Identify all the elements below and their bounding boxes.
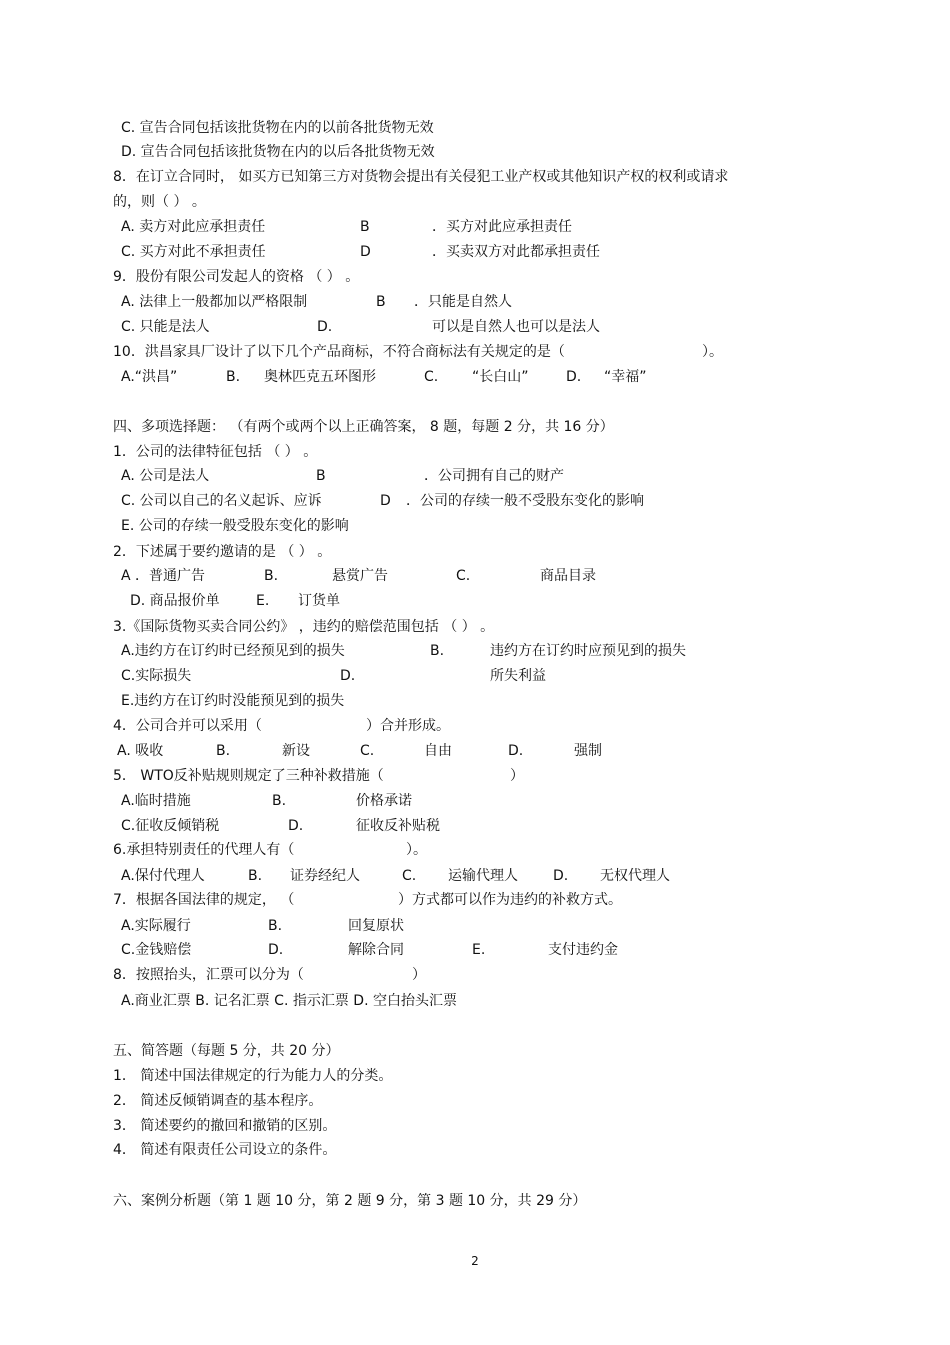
text-segment: ．买卖双方对此都承担责任 xyxy=(432,244,600,260)
text-segment: ）。 xyxy=(406,842,427,858)
text-line xyxy=(0,1042,950,1060)
text-segment: ）方式都可以作为违约的补救方式。 xyxy=(398,892,622,908)
text-segment: 运输代理人 xyxy=(448,868,518,884)
text-segment: 价格承诺 xyxy=(356,793,412,809)
text-segment: E.违约方在订约时没能预见到的损失 xyxy=(121,693,345,709)
text-line xyxy=(0,443,950,461)
text-segment: D. xyxy=(553,868,569,884)
text-segment: B. xyxy=(272,793,287,809)
text-segment: 解除合同 xyxy=(348,942,404,958)
text-segment: D xyxy=(360,244,371,260)
text-line xyxy=(0,318,950,336)
text-line xyxy=(0,343,950,361)
text-segment: D. xyxy=(288,818,304,834)
text-line xyxy=(0,268,950,286)
text-line xyxy=(0,168,950,186)
text-segment: C. xyxy=(402,868,417,884)
text-line xyxy=(0,492,950,510)
text-line xyxy=(0,1092,950,1110)
text-line xyxy=(0,817,950,835)
text-line xyxy=(0,742,950,760)
text-segment: B xyxy=(360,219,370,235)
text-segment: 可以是自然人也可以是法人 xyxy=(432,319,600,335)
text-segment: C.金钱赔偿 xyxy=(121,942,192,958)
text-line xyxy=(0,767,950,785)
text-line xyxy=(0,592,950,610)
text-segment: C. 宣告合同包括该批货物在内的以前各批货物无效 xyxy=(121,120,434,136)
text-line xyxy=(0,193,950,211)
text-segment: 5． WTO反补贴规则规定了三种补救措施（ xyxy=(113,768,384,784)
text-segment: 支付违约金 xyxy=(548,942,618,958)
text-segment: A.保付代理人 xyxy=(121,868,205,884)
text-segment: 10．洪昌家具厂设计了以下几个产品商标，不符合商标法有关规定的是（ xyxy=(113,344,565,360)
text-segment: 证券经纪人 xyxy=(290,868,360,884)
text-segment: ） xyxy=(510,768,524,784)
text-segment: 3． 简述要约的撤回和撤销的区别。 xyxy=(113,1118,337,1134)
text-segment: B. xyxy=(264,568,279,584)
text-segment: A.违约方在订约时已经预见到的损失 xyxy=(121,643,345,659)
text-line xyxy=(0,941,950,959)
text-segment: 商品目录 xyxy=(540,568,596,584)
text-segment: ）合并形成。 xyxy=(366,718,450,734)
text-segment: A. 吸收 xyxy=(117,743,164,759)
text-segment: 7．根据各国法律的规定， （ xyxy=(113,892,295,908)
text-segment: 8．按照抬头，汇票可以分为（ xyxy=(113,967,304,983)
text-line xyxy=(0,841,950,859)
text-line xyxy=(0,418,950,436)
text-segment: “幸福” xyxy=(604,369,647,385)
text-segment: ．公司的存续一般不受股东变化的影响 xyxy=(406,493,644,509)
text-segment: 自由 xyxy=(424,743,452,759)
text-segment: C. 买方对此不承担责任 xyxy=(121,244,266,260)
text-segment: 回复原状 xyxy=(348,918,404,934)
text-line xyxy=(0,143,950,161)
text-line xyxy=(0,243,950,261)
text-segment: 1． 简述中国法律规定的行为能力人的分类。 xyxy=(113,1068,393,1084)
text-segment: A.实际履行 xyxy=(121,918,191,934)
text-segment: 的，则（ ） 。 xyxy=(113,194,206,210)
text-segment: 六、案例分析题（第 1 题 10 分，第 2 题 9 分，第 3 题 10 分，共 29 分） xyxy=(113,1193,587,1209)
text-segment: B xyxy=(316,468,326,484)
text-line xyxy=(0,642,950,660)
text-segment: 4．公司合并可以采用（ xyxy=(113,718,262,734)
text-segment: D. xyxy=(317,319,333,335)
text-segment: D. xyxy=(508,743,524,759)
text-segment: B. xyxy=(430,643,445,659)
text-segment: 四、多项选择题： （有两个或两个以上正确答案， 8 题，每题 2 分，共 16 分） xyxy=(113,419,614,435)
text-line xyxy=(0,119,950,137)
text-segment: ．公司拥有自己的财产 xyxy=(424,468,564,484)
text-line xyxy=(0,891,950,909)
text-segment: 1．公司的法律特征包括 （ ） 。 xyxy=(113,444,318,460)
text-segment: B. xyxy=(216,743,231,759)
text-line xyxy=(0,618,950,636)
text-segment: 新设 xyxy=(282,743,310,759)
text-segment: 所失利益 xyxy=(490,668,546,684)
text-line xyxy=(0,717,950,735)
text-line xyxy=(0,293,950,311)
text-line xyxy=(0,517,950,535)
text-segment: 3.《国际货物买卖合同公约》 ，违约的赔偿范围包括 （ ） 。 xyxy=(113,619,495,635)
text-line xyxy=(0,1141,950,1159)
text-segment: A.临时措施 xyxy=(121,793,191,809)
text-segment: 征收反补贴税 xyxy=(356,818,440,834)
text-segment: 无权代理人 xyxy=(600,868,670,884)
text-segment: B. xyxy=(248,868,263,884)
text-line xyxy=(0,867,950,885)
text-line xyxy=(0,1192,950,1210)
text-segment: C.征收反倾销税 xyxy=(121,818,220,834)
text-segment: 4． 简述有限责任公司设立的条件。 xyxy=(113,1142,337,1158)
text-segment: B. xyxy=(268,918,283,934)
text-segment: C. xyxy=(424,369,439,385)
text-segment: A.“洪昌” xyxy=(121,369,178,385)
text-segment: A.商业汇票 B. 记名汇票 C. 指示汇票 D. 空白抬头汇票 xyxy=(121,993,457,1009)
text-segment: ．买方对此应承担责任 xyxy=(432,219,572,235)
text-line xyxy=(0,692,950,710)
text-segment: ）。 xyxy=(702,344,723,360)
text-segment: E. xyxy=(256,593,270,609)
text-line xyxy=(0,667,950,685)
text-line xyxy=(0,1067,950,1085)
text-line xyxy=(0,543,950,561)
text-line xyxy=(0,917,950,935)
text-segment: 悬赏广告 xyxy=(332,568,388,584)
text-segment: ．只能是自然人 xyxy=(414,294,512,310)
text-line xyxy=(0,218,950,236)
text-segment: C.实际损失 xyxy=(121,668,192,684)
text-segment: E. 公司的存续一般受股东变化的影响 xyxy=(121,518,349,534)
text-line xyxy=(0,966,950,984)
text-segment: “长白山” xyxy=(472,369,529,385)
text-segment: C. xyxy=(360,743,375,759)
text-segment: B xyxy=(376,294,386,310)
text-segment: 订货单 xyxy=(298,593,340,609)
text-segment: ） xyxy=(412,967,426,983)
text-segment: 2． 简述反倾销调查的基本程序。 xyxy=(113,1093,323,1109)
text-segment: C. 只能是法人 xyxy=(121,319,210,335)
text-segment: 奥林匹克五环图形 xyxy=(264,369,376,385)
text-line xyxy=(0,567,950,585)
text-segment: 2．下述属于要约邀请的是 （ ） 。 xyxy=(113,544,332,560)
text-segment: E. xyxy=(472,942,486,958)
text-segment: A. 卖方对此应承担责任 xyxy=(121,219,266,235)
text-segment: A. 公司是法人 xyxy=(121,468,210,484)
text-segment: D. xyxy=(566,369,582,385)
text-line xyxy=(0,467,950,485)
text-segment: B. xyxy=(226,369,241,385)
text-segment: D. 商品报价单 xyxy=(130,593,220,609)
text-segment: 6.承担特别责任的代理人有（ xyxy=(113,842,295,858)
text-segment: 8．在订立合同时， 如买方已知第三方对货物会提出有关侵犯工业产权或其他知识产权的权利或请求 xyxy=(113,169,729,185)
text-segment: C. xyxy=(456,568,471,584)
text-line xyxy=(0,992,950,1010)
text-segment: 违约方在订约时应预见到的损失 xyxy=(490,643,686,659)
text-segment: A. 法律上一般都加以严格限制 xyxy=(121,294,308,310)
text-line xyxy=(0,368,950,386)
page-number: 2 xyxy=(471,1254,479,1268)
text-line xyxy=(0,792,950,810)
text-segment: A ．普通广告 xyxy=(121,568,206,584)
text-segment: 强制 xyxy=(574,743,602,759)
text-segment: D. xyxy=(268,942,284,958)
text-segment: D xyxy=(380,493,391,509)
text-line xyxy=(0,1117,950,1135)
text-segment: D. 宣告合同包括该批货物在内的以后各批货物无效 xyxy=(121,144,435,160)
text-segment: 五、简答题（每题 5 分，共 20 分） xyxy=(113,1043,340,1059)
text-segment: D. xyxy=(340,668,356,684)
text-segment: 9．股份有限公司发起人的资格 （ ） 。 xyxy=(113,269,360,285)
text-segment: C. 公司以自己的名义起诉、应诉 xyxy=(121,493,322,509)
